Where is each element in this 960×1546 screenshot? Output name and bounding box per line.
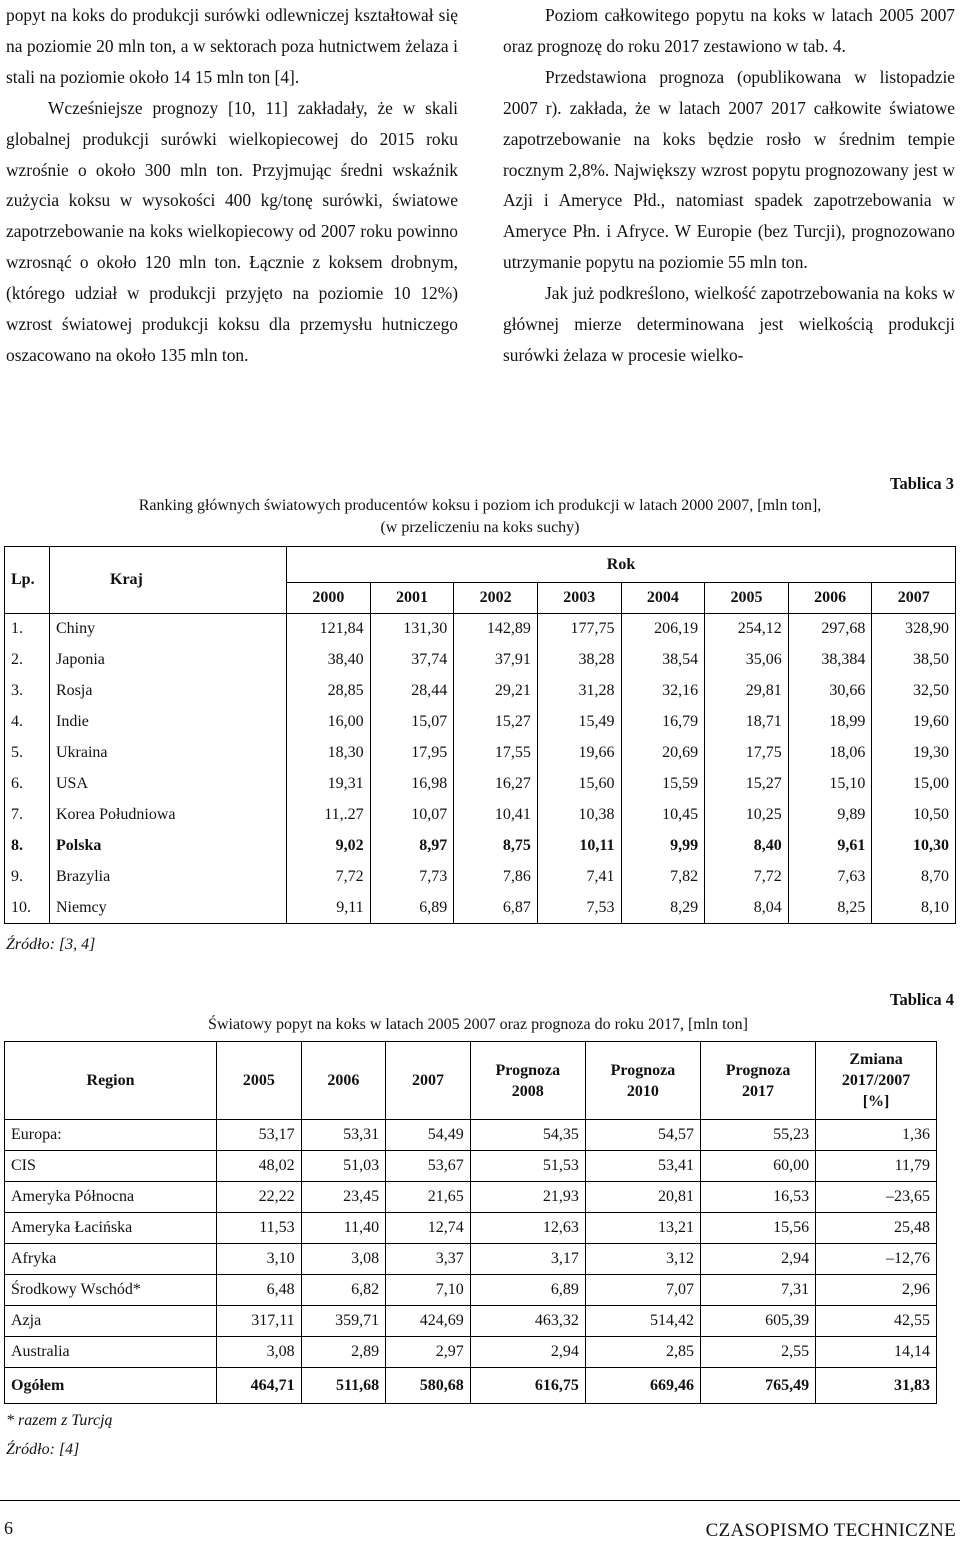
table3-cell-value: 8,97 — [370, 831, 454, 862]
paragraph: Przedstawiona prognoza (opublikowana w listopadzie 2007 r). zakłada, że w latach 2007 2017 całkowite światowe zapotrzebowanie na koks będzie rosło w średnim tempie rocznym 2,8%. Największy wzrost popytu prognozowany jest w Azji i Ameryce Płd., natomiast spadek zapotrzebowania w Ameryce Płn. i Afryce. W Europie (bez Turcji), prognozowano utrzymanie popytu na poziomie 55 mln ton. — [503, 66, 955, 273]
table3-label: Tablica 3 — [889, 474, 954, 493]
table3-cell-lp: 9. — [5, 862, 50, 893]
table4-cell-value: 2,94 — [700, 1244, 815, 1275]
table3-cell-country: Rosja — [50, 676, 287, 707]
table3-cell-country: Brazylia — [50, 862, 287, 893]
table3-cell-value: 17,55 — [454, 738, 538, 769]
table3-header-year-group: Rok — [287, 547, 956, 583]
table3-cell-value: 206,19 — [621, 614, 705, 645]
table4-cell-value: 3,12 — [585, 1244, 700, 1275]
table3-cell-value: 7,73 — [370, 862, 454, 893]
table-row — [5, 800, 956, 831]
table3-cell-value: 19,31 — [287, 769, 371, 800]
table3-cell-value: 38,50 — [872, 645, 956, 676]
table3-source: Źródło: [3, 4] — [6, 936, 96, 953]
table4-header-line: [%] — [862, 1093, 890, 1110]
table4-cell-value: 12,74 — [386, 1213, 471, 1244]
table3 — [4, 546, 956, 924]
table4-cell-value: 2,89 — [301, 1337, 386, 1368]
table4-cell-value: 3,10 — [217, 1244, 302, 1275]
table4-header-cell — [386, 1042, 471, 1120]
table4-cell-value: 359,71 — [301, 1306, 386, 1337]
table3-header-year: 2003 — [537, 583, 621, 614]
table4-total-value: 464,71 — [217, 1368, 302, 1404]
table-row — [5, 738, 956, 769]
table4-header-cell — [585, 1042, 700, 1120]
table3-cell-value: 15,59 — [621, 769, 705, 800]
table4-cell-value: 51,53 — [470, 1151, 585, 1182]
table3-cell-value: 32,50 — [872, 676, 956, 707]
table3-cell-value: 18,71 — [705, 707, 789, 738]
table4-cell-value: 55,23 — [700, 1120, 815, 1151]
table3-header-year: 2000 — [287, 583, 371, 614]
table4-header-cell — [217, 1042, 302, 1120]
table4-total-value: 669,46 — [585, 1368, 700, 1404]
table4-cell-value: 3,08 — [217, 1337, 302, 1368]
table4-cell-value: 51,03 — [301, 1151, 386, 1182]
table3-cell-value: 7,41 — [537, 862, 621, 893]
table4-caption — [0, 1014, 960, 1036]
table4-cell-value: 14,14 — [816, 1337, 937, 1368]
table3-cell-value: 18,30 — [287, 738, 371, 769]
table4-cell-value: –12,76 — [816, 1244, 937, 1275]
table3-header-year: 2002 — [454, 583, 538, 614]
table4-cell-value: 7,07 — [585, 1275, 700, 1306]
left-text-column — [6, 0, 458, 371]
table4-header-line: 2017 — [742, 1082, 775, 1100]
page-number: 6 — [4, 1518, 13, 1538]
table3-cell-lp: 5. — [5, 738, 50, 769]
table4-footnote: * razem z Turcją — [6, 1412, 113, 1429]
table4-cell-value: 2,97 — [386, 1337, 471, 1368]
table4-header-cell — [5, 1042, 217, 1120]
table4-cell-region: Europa: — [5, 1120, 217, 1151]
table3-cell-value: 7,72 — [705, 862, 789, 893]
table4-cell-value: 317,11 — [217, 1306, 302, 1337]
right-text-column — [503, 0, 955, 371]
table3-cell-value: 19,66 — [537, 738, 621, 769]
table3-cell-value: 15,27 — [705, 769, 789, 800]
table3-cell-value: 10,30 — [872, 831, 956, 862]
table3-cell-country: USA — [50, 769, 287, 800]
table4-cell-region: Afryka — [5, 1244, 217, 1275]
table3-cell-country: Ukraina — [50, 738, 287, 769]
table3-cell-value: 8,04 — [705, 893, 789, 924]
table3-cell-value: 37,74 — [370, 645, 454, 676]
table4-header-line: 2008 — [511, 1082, 544, 1100]
table3-cell-value: 7,63 — [788, 862, 872, 893]
table4-header-cell — [470, 1042, 585, 1120]
table4-source: Źródło: [4] — [6, 1441, 80, 1458]
table4-cell-value: 20,81 — [585, 1182, 700, 1213]
table4-cell-value: 424,69 — [386, 1306, 471, 1337]
table3-cell-value: 10,25 — [705, 800, 789, 831]
table3-cell-value: 8,70 — [872, 862, 956, 893]
table3-cell-value: 18,06 — [788, 738, 872, 769]
table4-cell-value: 15,56 — [700, 1213, 815, 1244]
table3-cell-lp: 1. — [5, 614, 50, 645]
table4-cell-value: 53,31 — [301, 1120, 386, 1151]
table4-header-line: 2007 — [411, 1072, 444, 1089]
table4-header-line: 2010 — [626, 1082, 659, 1100]
table4-cell-value: 7,31 — [700, 1275, 815, 1306]
table-row — [5, 1213, 937, 1244]
table3-cell-value: 10,11 — [537, 831, 621, 862]
table3-cell-value: 9,89 — [788, 800, 872, 831]
table3-cell-country: Japonia — [50, 645, 287, 676]
table4-cell-value: 48,02 — [217, 1151, 302, 1182]
table4-cell-value: 11,79 — [816, 1151, 937, 1182]
table3-cell-value: 15,49 — [537, 707, 621, 738]
table3-cell-value: 16,98 — [370, 769, 454, 800]
table3-header-lp: Lp. — [5, 547, 50, 614]
table3-cell-value: 20,69 — [621, 738, 705, 769]
table3-cell-value: 8,10 — [872, 893, 956, 924]
table3-header-year: 2004 — [621, 583, 705, 614]
table-row — [5, 676, 956, 707]
table-row — [5, 1244, 937, 1275]
table3-cell-value: 9,61 — [788, 831, 872, 862]
footer-rule — [0, 1500, 960, 1501]
table3-cell-value: 297,68 — [788, 614, 872, 645]
table-row — [5, 1182, 937, 1213]
table4-header-line: Prognoza — [610, 1061, 676, 1079]
table4-total-value: 580,68 — [386, 1368, 471, 1404]
table3-cell-value: 38,28 — [537, 645, 621, 676]
table3-cell-country: Korea Południowa — [50, 800, 287, 831]
table3-cell-value: 16,00 — [287, 707, 371, 738]
table4-cell-value: 605,39 — [700, 1306, 815, 1337]
table3-cell-value: 254,12 — [705, 614, 789, 645]
table4-label: Tablica 4 — [889, 990, 954, 1009]
table3-cell-value: 18,99 — [788, 707, 872, 738]
table3-cell-value: 8,29 — [621, 893, 705, 924]
table4-cell-value: 54,57 — [585, 1120, 700, 1151]
paragraph: Jak już podkreślono, wielkość zapotrzebowania na koks w głównej mierze determinowana jest wielkością produkcji surówki żelaza w procesie wielko- — [503, 283, 955, 365]
table4-cell-region: CIS — [5, 1151, 217, 1182]
table4-header-cell — [301, 1042, 386, 1120]
table-row — [5, 707, 956, 738]
table3-header-country: Kraj — [50, 547, 287, 614]
table3-cell-value: 17,75 — [705, 738, 789, 769]
table3-cell-value: 30,66 — [788, 676, 872, 707]
table3-cell-value: 7,53 — [537, 893, 621, 924]
table3-cell-value: 11,.27 — [287, 800, 371, 831]
table4-cell-value: 53,17 — [217, 1120, 302, 1151]
journal-name: CZASOPISMO TECHNICZNE — [705, 1520, 956, 1541]
table3-cell-value: 32,16 — [621, 676, 705, 707]
table4-cell-value: 463,32 — [470, 1306, 585, 1337]
table4-cell-value: 53,67 — [386, 1151, 471, 1182]
table4-total-value: 31,83 — [816, 1368, 937, 1404]
table3-cell-lp: 8. — [5, 831, 50, 862]
table3-cell-value: 29,81 — [705, 676, 789, 707]
table3-cell-country: Indie — [50, 707, 287, 738]
table3-cell-value: 38,54 — [621, 645, 705, 676]
table3-cell-value: 328,90 — [872, 614, 956, 645]
table4-cell-value: 2,55 — [700, 1337, 815, 1368]
table-row — [5, 893, 956, 924]
table4 — [4, 1041, 937, 1404]
table4-header-line: Prognoza — [725, 1061, 791, 1079]
table4-caption-text: Światowy popyt na koks w latach 2005 2007 oraz prognoza do roku 2017, [mln ton] — [208, 1016, 748, 1033]
table4-header-line: Region — [86, 1072, 135, 1089]
table4-header-line: 2005 — [242, 1072, 275, 1089]
table3-cell-value: 10,07 — [370, 800, 454, 831]
table3-cell-value: 19,30 — [872, 738, 956, 769]
table3-cell-value: 10,38 — [537, 800, 621, 831]
table4-cell-value: 60,00 — [700, 1151, 815, 1182]
table3-cell-lp: 4. — [5, 707, 50, 738]
table4-cell-value: 7,10 — [386, 1275, 471, 1306]
table4-cell-value: 54,49 — [386, 1120, 471, 1151]
table4-cell-value: 13,21 — [585, 1213, 700, 1244]
table3-cell-country: Niemcy — [50, 893, 287, 924]
table3-cell-value: 10,45 — [621, 800, 705, 831]
table4-cell-value: 23,45 — [301, 1182, 386, 1213]
table4-header-line: Prognoza — [495, 1061, 561, 1079]
table4-cell-value: 3,37 — [386, 1244, 471, 1275]
table4-cell-value: 6,48 — [217, 1275, 302, 1306]
table4-total-value: 616,75 — [470, 1368, 585, 1404]
table4-cell-region: Australia — [5, 1337, 217, 1368]
table3-cell-lp: 10. — [5, 893, 50, 924]
table4-cell-value: 12,63 — [470, 1213, 585, 1244]
table-row — [5, 645, 956, 676]
table3-cell-value: 6,87 — [454, 893, 538, 924]
table4-cell-region: Środkowy Wschód* — [5, 1275, 217, 1306]
table4-header-cell — [700, 1042, 815, 1120]
table4-cell-value: 21,65 — [386, 1182, 471, 1213]
table3-header-year: 2006 — [788, 583, 872, 614]
table3-cell-value: 142,89 — [454, 614, 538, 645]
table3-cell-value: 10,50 — [872, 800, 956, 831]
table3-cell-lp: 6. — [5, 769, 50, 800]
table3-cell-value: 31,28 — [537, 676, 621, 707]
table3-cell-value: 19,60 — [872, 707, 956, 738]
table4-total-row — [5, 1368, 937, 1404]
table4-cell-value: 2,94 — [470, 1337, 585, 1368]
table-row — [5, 862, 956, 893]
table3-cell-value: 15,60 — [537, 769, 621, 800]
table3-cell-lp: 2. — [5, 645, 50, 676]
table3-cell-value: 28,44 — [370, 676, 454, 707]
table4-cell-value: 21,93 — [470, 1182, 585, 1213]
table4-cell-value: 1,36 — [816, 1120, 937, 1151]
table4-cell-value: 22,22 — [217, 1182, 302, 1213]
table3-cell-value: 121,84 — [287, 614, 371, 645]
table4-cell-value: 11,53 — [217, 1213, 302, 1244]
table3-cell-value: 16,27 — [454, 769, 538, 800]
table4-total-value: 765,49 — [700, 1368, 815, 1404]
table3-cell-value: 8,40 — [705, 831, 789, 862]
table4-cell-value: 2,96 — [816, 1275, 937, 1306]
table4-cell-value: 16,53 — [700, 1182, 815, 1213]
table4-header-cell — [816, 1042, 937, 1120]
table3-cell-lp: 7. — [5, 800, 50, 831]
table4-cell-region: Ameryka Północna — [5, 1182, 217, 1213]
table3-cell-value: 7,72 — [287, 862, 371, 893]
table3-cell-value: 29,21 — [454, 676, 538, 707]
table3-cell-value: 10,41 — [454, 800, 538, 831]
table3-cell-lp: 3. — [5, 676, 50, 707]
table3-caption — [0, 495, 960, 539]
table4-total-region: Ogółem — [5, 1368, 217, 1404]
table-row — [5, 1337, 937, 1368]
table3-cell-value: 8,25 — [788, 893, 872, 924]
table-row — [5, 1306, 937, 1337]
table3-header-year: 2005 — [705, 583, 789, 614]
table3-cell-value: 15,27 — [454, 707, 538, 738]
table-row — [5, 1275, 937, 1306]
table3-cell-country: Chiny — [50, 614, 287, 645]
table3-cell-value: 15,07 — [370, 707, 454, 738]
table4-header-line: Zmiana — [849, 1051, 903, 1068]
table4-header-line: 2006 — [327, 1072, 360, 1089]
table3-caption-line1: Ranking głównych światowych producentów koksu i poziom ich produkcji w latach 2000 2007, [mln ton], — [138, 497, 822, 514]
table3-cell-value: 15,00 — [872, 769, 956, 800]
table-row — [5, 1120, 937, 1151]
table3-cell-value: 35,06 — [705, 645, 789, 676]
table3-cell-value: 177,75 — [537, 614, 621, 645]
table4-header-line: 2017/2007 — [841, 1072, 911, 1089]
table4-cell-value: 514,42 — [585, 1306, 700, 1337]
table3-cell-value: 6,89 — [370, 893, 454, 924]
paragraph: Poziom całkowitego popytu na koks w latach 2005 2007 oraz prognozę do roku 2017 zestawiono w tab. 4. — [503, 5, 955, 56]
table3-cell-value: 9,11 — [287, 893, 371, 924]
table-row — [5, 1151, 937, 1182]
table4-cell-value: –23,65 — [816, 1182, 937, 1213]
table4-total-value: 511,68 — [301, 1368, 386, 1404]
table3-cell-value: 15,10 — [788, 769, 872, 800]
table3-cell-value: 38,40 — [287, 645, 371, 676]
table-row — [5, 831, 956, 862]
paragraph: popyt na koks do produkcji surówki odlewniczej kształtował się na poziomie 20 mln ton, a w sektorach poza hutnictwem żelaza i stali na poziomie około 14 15 mln ton [4]. — [6, 5, 458, 87]
table3-cell-value: 28,85 — [287, 676, 371, 707]
table4-cell-value: 3,17 — [470, 1244, 585, 1275]
table4-cell-value: 6,82 — [301, 1275, 386, 1306]
table4-cell-value: 25,48 — [816, 1213, 937, 1244]
table3-cell-value: 9,02 — [287, 831, 371, 862]
table-row — [5, 614, 956, 645]
table4-cell-value: 54,35 — [470, 1120, 585, 1151]
table4-cell-value: 2,85 — [585, 1337, 700, 1368]
table3-cell-value: 37,91 — [454, 645, 538, 676]
table4-cell-value: 53,41 — [585, 1151, 700, 1182]
table4-cell-value: 3,08 — [301, 1244, 386, 1275]
table3-cell-value: 9,99 — [621, 831, 705, 862]
table3-cell-value: 17,95 — [370, 738, 454, 769]
table-row — [5, 769, 956, 800]
table3-cell-value: 16,79 — [621, 707, 705, 738]
table3-cell-country: Polska — [50, 831, 287, 862]
table4-cell-value: 11,40 — [301, 1213, 386, 1244]
table3-cell-value: 8,75 — [454, 831, 538, 862]
table4-cell-value: 42,55 — [816, 1306, 937, 1337]
table3-caption-line2: (w przeliczeniu na koks suchy) — [380, 519, 580, 536]
table3-header-year: 2007 — [872, 583, 956, 614]
table3-cell-value: 7,82 — [621, 862, 705, 893]
table3-header-year: 2001 — [370, 583, 454, 614]
table3-cell-value: 7,86 — [454, 862, 538, 893]
table3-cell-value: 131,30 — [370, 614, 454, 645]
table4-cell-region: Ameryka Łacińska — [5, 1213, 217, 1244]
table3-cell-value: 38,384 — [788, 645, 872, 676]
table4-cell-value: 6,89 — [470, 1275, 585, 1306]
table4-cell-region: Azja — [5, 1306, 217, 1337]
paragraph: Wcześniejsze prognozy [10, 11] zakładały, że w skali globalnej produkcji surówki wielkopiecowej do 2015 roku wzrośnie o około 300 mln ton. Przyjmując średni wskaźnik zużycia koksu w wysokości 400 kg/tonę surówki, światowe zapotrzebowanie na koks wielkopiecowy od 2007 roku powinno wzrosnąć o około 120 mln ton. Łącznie z koksem drobnym, (którego udział w produkcji przyjęto na poziomie 10 12%) wzrost światowej produkcji koksu dla przemysłu hutniczego oszacowano na około 135 mln ton. — [6, 97, 458, 365]
